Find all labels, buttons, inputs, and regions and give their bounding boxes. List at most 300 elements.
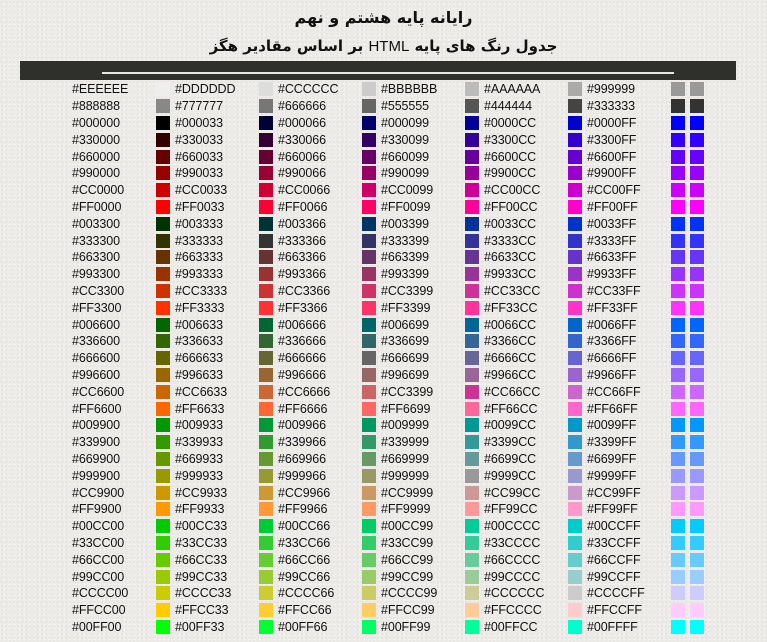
color-cell <box>587 367 690 384</box>
color-cell <box>175 249 278 266</box>
color-swatch <box>259 183 273 197</box>
color-cell <box>278 81 381 98</box>
color-swatch <box>156 133 170 147</box>
color-cell <box>278 484 381 501</box>
color-swatch <box>156 418 170 432</box>
color-code: #FF6633 <box>175 401 225 416</box>
color-swatch <box>690 351 704 365</box>
color-cell <box>690 165 767 182</box>
color-swatch <box>259 452 273 466</box>
color-swatch <box>671 133 685 147</box>
color-cell <box>587 551 690 568</box>
color-cell <box>381 467 484 484</box>
color-swatch <box>690 217 704 231</box>
color-cell <box>278 115 381 132</box>
color-code: #00FFFF <box>587 619 638 634</box>
color-cell <box>587 182 690 199</box>
color-code: #CCCCFF <box>587 586 645 601</box>
color-cell <box>690 215 767 232</box>
color-cell <box>278 501 381 518</box>
color-code: #33CC99 <box>381 535 434 550</box>
color-swatch <box>362 385 376 399</box>
color-cell <box>484 249 587 266</box>
color-swatch <box>465 570 479 584</box>
color-cell <box>587 299 690 316</box>
table-row <box>72 350 767 367</box>
color-swatch <box>362 183 376 197</box>
color-swatch <box>568 318 582 332</box>
color-cell <box>175 81 278 98</box>
color-code: #9933CC <box>484 267 537 282</box>
color-swatch <box>690 133 704 147</box>
color-code: #6666CC <box>484 351 537 366</box>
color-code: #00CCFF <box>587 519 641 534</box>
color-code: #444444 <box>484 99 532 114</box>
color-swatch <box>671 250 685 264</box>
color-swatch <box>690 452 704 466</box>
color-swatch <box>156 402 170 416</box>
color-cell <box>484 115 587 132</box>
color-swatch <box>259 385 273 399</box>
color-cell <box>278 98 381 115</box>
color-swatch <box>568 250 582 264</box>
color-swatch <box>362 166 376 180</box>
color-swatch <box>259 402 273 416</box>
color-code: #336666 <box>278 334 326 349</box>
color-swatch <box>362 318 376 332</box>
color-swatch <box>465 82 479 96</box>
color-code: #3300CC <box>484 132 537 147</box>
color-swatch <box>671 200 685 214</box>
color-cell <box>690 518 767 535</box>
color-cell <box>72 232 175 249</box>
color-code: #FF6666 <box>278 401 328 416</box>
color-swatch <box>465 469 479 483</box>
color-code: #339900 <box>72 435 120 450</box>
color-code: #33CC66 <box>278 535 331 550</box>
color-code: #FF00FF <box>587 199 638 214</box>
color-cell <box>72 115 175 132</box>
color-cell <box>484 131 587 148</box>
color-swatch <box>568 99 582 113</box>
color-swatch <box>259 99 273 113</box>
color-code: #0000CC <box>484 115 537 130</box>
color-swatch <box>690 116 704 130</box>
color-swatch <box>362 402 376 416</box>
color-swatch <box>690 99 704 113</box>
color-code: #339999 <box>381 435 429 450</box>
table-row <box>72 316 767 333</box>
color-swatch <box>465 418 479 432</box>
color-swatch <box>156 82 170 96</box>
color-cell <box>484 316 587 333</box>
color-cell <box>587 434 690 451</box>
color-swatch <box>362 250 376 264</box>
color-swatch <box>362 334 376 348</box>
color-cell <box>484 467 587 484</box>
color-swatch <box>259 200 273 214</box>
color-cell <box>175 484 278 501</box>
color-code: #FFCCFF <box>587 603 642 618</box>
color-swatch <box>465 486 479 500</box>
color-code: #3399FF <box>587 435 637 450</box>
color-cell <box>278 585 381 602</box>
color-cell <box>690 367 767 384</box>
color-swatch <box>362 99 376 113</box>
color-swatch <box>156 116 170 130</box>
color-swatch <box>156 217 170 231</box>
color-code: #FF33CC <box>484 300 538 315</box>
color-swatch <box>156 166 170 180</box>
color-code: #FF99FF <box>587 502 638 517</box>
color-cell <box>381 266 484 283</box>
color-code: #663300 <box>72 250 120 265</box>
color-code: #6633FF <box>587 250 637 265</box>
color-code: #CCCC33 <box>175 586 232 601</box>
color-code: #006699 <box>381 317 429 332</box>
table-row <box>72 501 767 518</box>
color-cell <box>690 434 767 451</box>
color-cell <box>381 350 484 367</box>
color-code: #336699 <box>381 334 429 349</box>
color-swatch <box>568 435 582 449</box>
color-cell <box>278 551 381 568</box>
color-code: #66CC33 <box>175 552 228 567</box>
color-swatch <box>671 150 685 164</box>
color-swatch <box>259 133 273 147</box>
color-swatch <box>362 620 376 634</box>
color-code: #66CC99 <box>381 552 434 567</box>
color-swatch <box>671 502 685 516</box>
color-cell <box>381 81 484 98</box>
color-code: #00FF66 <box>278 619 328 634</box>
color-cell <box>175 602 278 619</box>
color-swatch <box>568 267 582 281</box>
color-cell <box>175 383 278 400</box>
color-swatch <box>671 402 685 416</box>
color-cell <box>278 316 381 333</box>
table-row <box>72 283 767 300</box>
color-code: #FF33FF <box>587 300 638 315</box>
color-swatch <box>156 351 170 365</box>
color-swatch <box>156 586 170 600</box>
color-code: #660099 <box>381 149 429 164</box>
color-swatch <box>156 536 170 550</box>
color-cell <box>484 568 587 585</box>
color-cell <box>72 249 175 266</box>
table-row <box>72 535 767 552</box>
color-cell <box>278 249 381 266</box>
color-swatch <box>259 150 273 164</box>
color-swatch <box>259 267 273 281</box>
color-swatch <box>156 553 170 567</box>
color-code: #99CC99 <box>381 569 434 584</box>
color-swatch <box>671 368 685 382</box>
color-code: #FF0099 <box>381 199 431 214</box>
color-cell <box>72 619 175 636</box>
color-cell <box>381 417 484 434</box>
table-row <box>72 434 767 451</box>
color-code: #9966FF <box>587 367 637 382</box>
color-cell <box>690 484 767 501</box>
color-cell <box>690 568 767 585</box>
color-cell <box>690 333 767 350</box>
color-cell <box>72 451 175 468</box>
color-cell <box>484 451 587 468</box>
color-swatch <box>156 620 170 634</box>
color-cell <box>175 467 278 484</box>
color-cell <box>72 585 175 602</box>
color-cell <box>587 115 690 132</box>
color-swatch <box>156 570 170 584</box>
color-code: #CC99FF <box>587 485 641 500</box>
color-code: #00FF00 <box>72 619 122 634</box>
color-code: #003366 <box>278 216 326 231</box>
page-title: رایانه پایه هشتم و نهم <box>294 8 473 27</box>
color-code: #FFCC99 <box>381 603 435 618</box>
color-cell <box>484 518 587 535</box>
color-code: #999999 <box>587 82 635 97</box>
color-swatch <box>465 435 479 449</box>
color-cell <box>72 400 175 417</box>
color-code: #FF3333 <box>175 300 225 315</box>
color-cell <box>587 148 690 165</box>
color-swatch <box>671 234 685 248</box>
color-cell <box>690 535 767 552</box>
color-code: #0033CC <box>484 216 537 231</box>
color-code: #CC3399 <box>381 283 434 298</box>
table-row <box>72 602 767 619</box>
color-code: #333366 <box>278 233 326 248</box>
color-cell <box>587 98 690 115</box>
color-swatch <box>690 82 704 96</box>
color-cell <box>278 467 381 484</box>
color-swatch <box>568 234 582 248</box>
color-code: #FF99CC <box>484 502 538 517</box>
color-cell <box>484 535 587 552</box>
color-cell <box>278 383 381 400</box>
color-swatch <box>690 469 704 483</box>
color-code: #996600 <box>72 367 120 382</box>
color-code: #336600 <box>72 334 120 349</box>
color-swatch <box>568 200 582 214</box>
color-swatch <box>690 402 704 416</box>
color-cell <box>72 417 175 434</box>
color-code: #336633 <box>175 334 223 349</box>
color-code: #9900FF <box>587 166 637 181</box>
color-cell <box>484 484 587 501</box>
color-swatch <box>362 435 376 449</box>
color-cell <box>175 165 278 182</box>
color-swatch <box>259 536 273 550</box>
color-cell <box>175 518 278 535</box>
color-swatch <box>362 301 376 315</box>
color-cell <box>690 467 767 484</box>
color-cell <box>72 98 175 115</box>
color-cell <box>72 518 175 535</box>
color-cell <box>587 400 690 417</box>
color-swatch <box>362 570 376 584</box>
table-row <box>72 585 767 602</box>
color-code: #66CCFF <box>587 552 641 567</box>
color-swatch <box>362 586 376 600</box>
color-swatch <box>671 519 685 533</box>
color-cell <box>484 299 587 316</box>
color-code: #663399 <box>381 250 429 265</box>
color-swatch <box>465 284 479 298</box>
color-code: #003399 <box>381 216 429 231</box>
color-code: #00CC00 <box>72 519 125 534</box>
color-cell <box>690 383 767 400</box>
color-swatch <box>259 250 273 264</box>
color-swatch <box>465 502 479 516</box>
color-code: #66CCCC <box>484 552 541 567</box>
color-swatch <box>671 267 685 281</box>
color-swatch <box>568 82 582 96</box>
color-code: #CCCC99 <box>381 586 438 601</box>
color-cell <box>278 299 381 316</box>
table-row <box>72 182 767 199</box>
color-cell <box>72 81 175 98</box>
color-cell <box>381 215 484 232</box>
color-code: #99CC00 <box>72 569 125 584</box>
color-code: #CC3399 <box>381 384 434 399</box>
color-swatch <box>568 334 582 348</box>
color-swatch <box>690 486 704 500</box>
color-swatch <box>465 318 479 332</box>
table-row <box>72 115 767 132</box>
table-row <box>72 551 767 568</box>
color-cell <box>690 619 767 636</box>
color-code: #CC00CC <box>484 183 541 198</box>
color-swatch <box>690 435 704 449</box>
color-swatch <box>690 586 704 600</box>
color-cell <box>381 518 484 535</box>
color-code: #009933 <box>175 418 223 433</box>
color-swatch <box>259 435 273 449</box>
color-code: #CC33FF <box>587 283 641 298</box>
color-cell <box>72 316 175 333</box>
color-cell <box>72 535 175 552</box>
color-code: #CC6600 <box>72 384 125 399</box>
color-cell <box>690 551 767 568</box>
color-swatch <box>568 570 582 584</box>
color-swatch <box>671 183 685 197</box>
subtitle-part-2: بر اساس مقادیر هگز <box>209 37 369 55</box>
color-swatch <box>690 536 704 550</box>
color-code: #006633 <box>175 317 223 332</box>
color-cell <box>381 333 484 350</box>
color-code: #330066 <box>278 132 326 147</box>
color-code: #FFCCCC <box>484 603 542 618</box>
color-code: #999933 <box>175 468 223 483</box>
color-cell <box>278 165 381 182</box>
color-code: #009999 <box>381 418 429 433</box>
color-swatch <box>671 82 685 96</box>
color-swatch <box>465 402 479 416</box>
color-swatch <box>690 418 704 432</box>
color-cell <box>587 383 690 400</box>
color-swatch <box>259 570 273 584</box>
color-code: #6633CC <box>484 250 537 265</box>
color-swatch <box>465 334 479 348</box>
color-code: #99CC66 <box>278 569 331 584</box>
color-cell <box>72 165 175 182</box>
color-swatch <box>568 402 582 416</box>
color-cell <box>690 602 767 619</box>
table-row <box>72 148 767 165</box>
color-swatch <box>690 603 704 617</box>
color-swatch <box>465 620 479 634</box>
color-cell <box>175 333 278 350</box>
color-swatch <box>690 284 704 298</box>
color-cell <box>587 518 690 535</box>
color-swatch <box>362 452 376 466</box>
color-code: #CC0000 <box>72 183 125 198</box>
color-code: #FF3300 <box>72 300 122 315</box>
color-swatch <box>362 418 376 432</box>
table-row <box>72 98 767 115</box>
color-swatch <box>465 586 479 600</box>
color-cell <box>484 551 587 568</box>
color-swatch <box>568 217 582 231</box>
color-swatch <box>156 234 170 248</box>
color-code: #AAAAAA <box>484 82 541 97</box>
color-swatch <box>259 553 273 567</box>
color-cell <box>381 299 484 316</box>
color-code: #99CCCC <box>484 569 541 584</box>
color-swatch <box>690 150 704 164</box>
color-swatch <box>362 284 376 298</box>
color-swatch <box>465 368 479 382</box>
color-swatch <box>465 452 479 466</box>
color-swatch <box>259 116 273 130</box>
color-cell <box>381 165 484 182</box>
color-swatch <box>690 519 704 533</box>
color-code: #CC3366 <box>278 283 331 298</box>
color-swatch <box>465 519 479 533</box>
color-cell <box>690 182 767 199</box>
color-swatch <box>465 301 479 315</box>
color-cell <box>690 249 767 266</box>
color-cell <box>381 232 484 249</box>
color-swatch <box>690 166 704 180</box>
page-subtitle <box>0 37 767 55</box>
color-code: #0066FF <box>587 317 637 332</box>
color-code: #333333 <box>175 233 223 248</box>
color-code: #3333FF <box>587 233 637 248</box>
color-cell <box>175 350 278 367</box>
color-cell <box>484 434 587 451</box>
color-swatch <box>156 334 170 348</box>
color-cell <box>72 131 175 148</box>
color-cell <box>381 484 484 501</box>
color-swatch <box>156 150 170 164</box>
color-cell <box>381 585 484 602</box>
color-swatch <box>259 82 273 96</box>
color-swatch <box>362 351 376 365</box>
color-cell <box>690 81 767 98</box>
color-code: #9999CC <box>484 468 537 483</box>
color-cell <box>690 115 767 132</box>
color-cell <box>72 367 175 384</box>
color-cell <box>587 619 690 636</box>
color-code: #66CC00 <box>72 552 125 567</box>
color-swatch <box>362 469 376 483</box>
color-cell <box>381 551 484 568</box>
color-code: #990066 <box>278 166 326 181</box>
color-code: #CC9900 <box>72 485 125 500</box>
